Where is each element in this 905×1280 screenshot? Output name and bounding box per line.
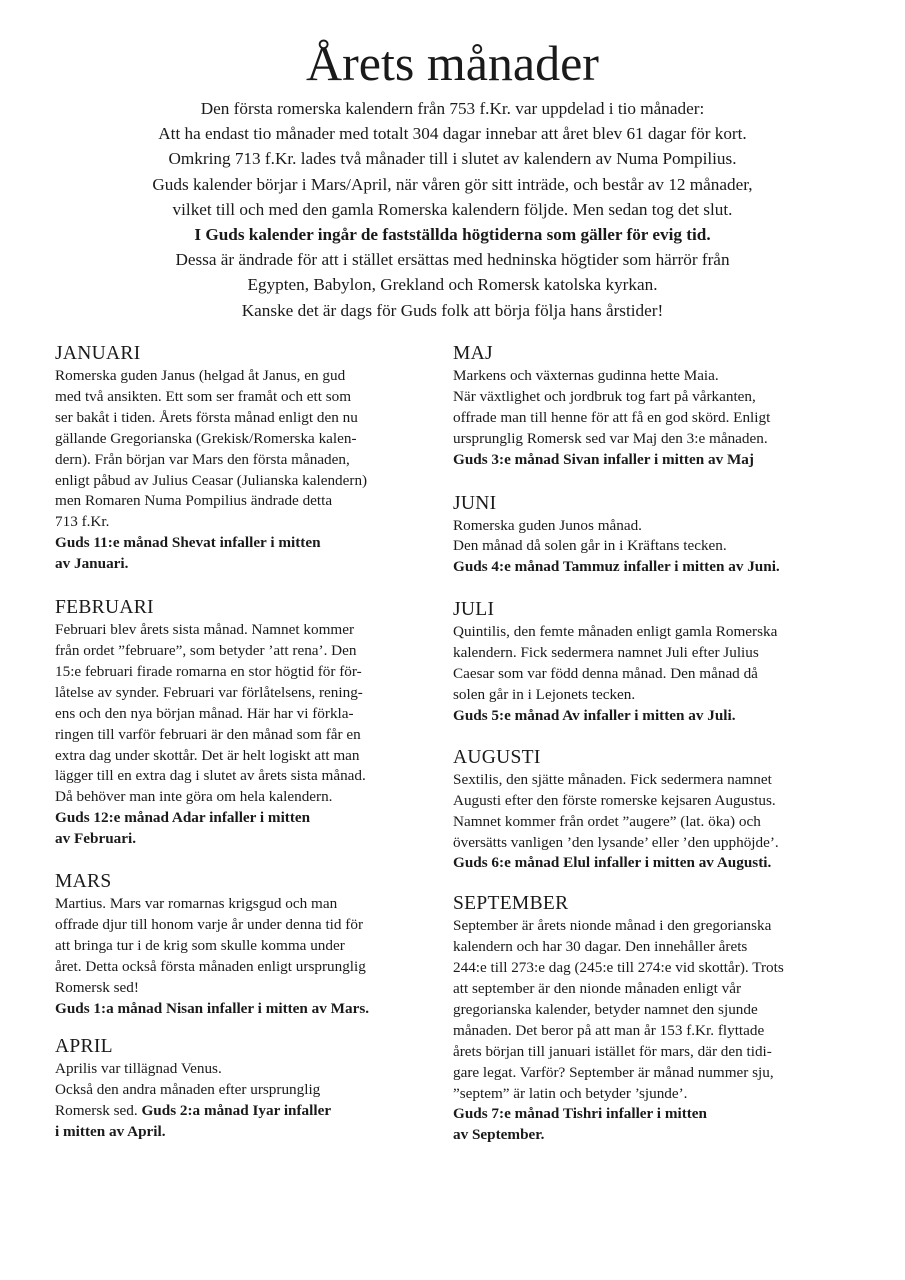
bold-text: Guds 4:e månad Tammuz infaller i mitten av Juni.: [453, 558, 780, 576]
text-line: [453, 622, 853, 643]
text-line: [453, 706, 853, 727]
month-heading: MAJ: [453, 343, 493, 364]
body-text: Augusti efter den förste romerske kejsaren Augustus.: [453, 791, 776, 809]
text-line: [55, 725, 435, 746]
body-text: Romerska guden Junos månad.: [453, 516, 642, 534]
month-text: [453, 622, 853, 727]
bold-text: Guds 2:a månad Iyar infaller: [141, 1102, 332, 1120]
month-section-mars: [55, 870, 435, 1019]
month-section-april: [55, 1035, 435, 1143]
intro-line: vilket till och med den gamla Romerska kalendern följde. Men sedan tog det slut.: [172, 199, 733, 219]
month-heading: JUNI: [453, 492, 497, 514]
text-line: [55, 787, 435, 808]
body-text: ser bakåt i tiden. Årets första månad enligt den nu: [55, 408, 358, 426]
month-heading: SEPTEMBER: [453, 893, 569, 915]
text-line: [453, 1042, 853, 1063]
bold-text: Guds 12:e månad Adar infaller i mitten: [55, 809, 311, 827]
text-line: [55, 1059, 435, 1080]
body-text: När växtlighet och jordbruk tog fart på vårkanten,: [453, 387, 756, 405]
text-line: [453, 853, 853, 874]
text-line: [453, 643, 853, 664]
body-text: 713 f.Kr.: [55, 513, 110, 531]
body-text: ringen till varför februari är den månad som får en: [55, 725, 361, 743]
bold-text: av September.: [453, 1126, 545, 1144]
text-line: [55, 429, 435, 450]
body-text: gregorianska kalender, betyder namnet den sjunde: [453, 1000, 758, 1018]
body-text: Caesar som var född denna månad. Den månad då: [453, 665, 758, 683]
body-text: men Romaren Numa Pompilius ändrade detta: [55, 492, 333, 510]
body-text: gare legat. Varför? September är månad nummer sju,: [453, 1063, 774, 1081]
text-line: [453, 536, 853, 557]
intro-line: I Guds kalender ingår de fastställda högtiderna som gäller för evig tid.: [194, 225, 711, 245]
text-line: [453, 516, 853, 537]
text-line: [55, 915, 435, 936]
text-line: [453, 408, 853, 429]
body-text: 244:e till 273:e dag (245:e till 274:e vid skottår). Trots: [453, 959, 784, 977]
text-line: [55, 471, 435, 492]
text-line: [55, 491, 435, 512]
month-text: [55, 894, 435, 1019]
bold-text: Guds 3:e månad Sivan infaller i mitten av Maj: [453, 450, 754, 468]
month-text: [55, 620, 435, 850]
text-line: [55, 766, 435, 787]
intro-paragraph: [20, 96, 885, 323]
body-text: låtelse av synder. Februari var förlåtelsens, rening-: [55, 683, 363, 701]
body-text: Romersk sed!: [55, 978, 139, 996]
month-text: [453, 516, 853, 579]
bold-text: Guds 1:a månad Nisan infaller i mitten av Mars.: [55, 999, 370, 1017]
text-line: [55, 808, 435, 829]
text-line: [453, 958, 853, 979]
body-text: Namnet kommer från ordet ”augere” (lat. öka) och: [453, 812, 761, 830]
month-text: [453, 770, 853, 875]
text-line: [453, 1063, 853, 1084]
month-section-augusti: [453, 746, 853, 875]
intro-line: Kanske det är dags för Guds folk att börja följa hans årstider!: [241, 300, 664, 320]
intro-line: Egypten, Babylon, Grekland och Romersk katolska kyrkan.: [247, 275, 658, 295]
body-text: att september är den nionde månaden enligt vår: [453, 980, 742, 998]
bold-text: Guds 6:e månad Elul infaller i mitten av Augusti.: [453, 854, 772, 872]
text-line: [55, 1122, 435, 1143]
body-text: Quintilis, den femte månaden enligt gamla Romerska: [453, 623, 778, 641]
body-text: översätts vanligen ’den lysande’ eller ’den upphöjde’.: [453, 833, 779, 851]
text-line: [453, 450, 853, 471]
body-text: gällande Gregorianska (Grekisk/Romerska kalen-: [55, 429, 357, 447]
body-text: ursprunglig Romersk sed var Maj den 3:e månaden.: [453, 429, 768, 447]
text-line: [55, 366, 435, 387]
text-line: [55, 683, 435, 704]
month-text: [453, 916, 853, 1146]
month-section-maj: [453, 342, 853, 471]
text-line: [55, 554, 435, 575]
month-section-juli: [453, 598, 853, 727]
text-line: [453, 979, 853, 1000]
text-line: [453, 685, 853, 706]
month-heading: AUGUSTI: [453, 746, 541, 768]
month-section-februari: [55, 596, 435, 850]
bold-text: Guds 11:e månad Shevat infaller i mitten: [55, 534, 321, 552]
month-text: [55, 366, 435, 575]
bold-text: av Februari.: [55, 830, 136, 848]
body-text: Romerska guden Janus (helgad åt Janus, en gud: [55, 367, 346, 384]
month-text: [55, 1059, 435, 1143]
right-column: [453, 342, 853, 1146]
body-text: offrade man till henne för att få en god skörd. Enligt: [453, 408, 771, 426]
text-line: [55, 1101, 435, 1122]
text-line: [453, 1084, 853, 1105]
text-line: [453, 1021, 853, 1042]
bold-text: Guds 5:e månad Av infaller i mitten av Juli.: [453, 706, 736, 724]
body-text: ”septem” är latin och betyder ’sjunde’.: [453, 1084, 688, 1102]
body-text: extra dag under skottår. Det är helt logiskt att man: [55, 746, 360, 764]
body-text: med två ansikten. Ett som ser framåt och ett som: [55, 387, 352, 405]
text-line: [55, 641, 435, 662]
text-line: [55, 829, 435, 850]
bold-text: Guds 7:e månad Tishri infaller i mitten: [453, 1105, 707, 1123]
text-line: [453, 791, 853, 812]
text-line: [55, 533, 435, 554]
text-line: [453, 812, 853, 833]
text-line: [453, 1125, 853, 1146]
body-text: September är årets nionde månad i den gregorianska: [453, 917, 772, 935]
text-line: [55, 450, 435, 471]
body-text: 15:e februari firade romarna en stor högtid för för-: [55, 662, 362, 680]
body-text: att bringa tur i de krig som skulle komma under: [55, 936, 345, 954]
intro-line: Omkring 713 f.Kr. lades två månader till i slutet av kalendern av Numa Pompilius.: [168, 149, 737, 169]
text-line: [453, 429, 853, 450]
month-heading: FEBRUARI: [55, 597, 154, 619]
body-text: Då behöver man inte göra om hela kalendern.: [55, 788, 333, 806]
left-column: [55, 342, 435, 1143]
body-text: kalendern. Fick sedermera namnet Juli efter Julius: [453, 644, 759, 662]
text-line: [453, 664, 853, 685]
text-line: [453, 833, 853, 854]
month-text: [453, 366, 853, 471]
month-section-juni: [453, 492, 853, 579]
body-text: Markens och växternas gudinna hette Maia.: [453, 367, 719, 384]
body-text: lägger till en extra dag i slutet av årets sista månad.: [55, 767, 366, 785]
text-line: [55, 387, 435, 408]
text-line: [55, 978, 435, 999]
text-line: [453, 1104, 853, 1125]
month-heading: JANUARI: [55, 343, 141, 364]
text-line: [55, 999, 435, 1020]
body-text: offrade djur till honom varje år under denna tid för: [55, 915, 364, 933]
month-heading: JULI: [453, 599, 495, 621]
bold-text: i mitten av April.: [55, 1123, 166, 1141]
body-text: månaden. Det beror på att man år 153 f.Kr. flyttade: [453, 1021, 765, 1039]
body-text: året. Detta också första månaden enligt ursprunglig: [55, 957, 366, 975]
body-text: kalendern och har 30 dagar. Den innehåller årets: [453, 938, 748, 956]
month-heading: MARS: [55, 871, 112, 893]
text-line: [55, 704, 435, 725]
text-line: [453, 937, 853, 958]
text-line: [55, 894, 435, 915]
text-line: [55, 746, 435, 767]
text-line: [55, 1080, 435, 1101]
intro-line: Den första romerska kalendern från 753 f.Kr. var uppdelad i tio månader:: [200, 99, 705, 118]
body-text: årets början till januari istället för mars, där den tidi-: [453, 1042, 772, 1060]
text-line: [453, 387, 853, 408]
text-line: [453, 916, 853, 937]
body-text: Romersk sed.: [55, 1102, 142, 1120]
month-section-september: [453, 892, 853, 1146]
body-text: Aprilis var tillägnad Venus.: [55, 1060, 222, 1078]
body-text: Den månad då solen går in i Kräftans tecken.: [453, 537, 727, 555]
page-title: Årets månader: [306, 35, 599, 91]
intro-line: Dessa är ändrade för att i stället ersättas med hedninska högtider som härrör från: [175, 250, 730, 270]
body-text: ens och den nya början månad. Här har vi förkla-: [55, 704, 354, 722]
text-line: [55, 936, 435, 957]
body-text: från ordet ”februare”, som betyder ’att rena’. Den: [55, 641, 357, 659]
body-text: Också den andra månaden efter ursprunglig: [55, 1081, 321, 1099]
intro-line: Att ha endast tio månader med totalt 304 dagar innebar att året blev 61 dagar för kort.: [158, 124, 747, 144]
body-text: dern). Från början var Mars den första månaden,: [55, 450, 350, 468]
text-line: [55, 512, 435, 533]
body-text: Martius. Mars var romarnas krigsgud och man: [55, 895, 338, 913]
text-line: [453, 770, 853, 791]
text-line: [453, 557, 853, 578]
text-line: [453, 366, 853, 387]
text-line: [55, 620, 435, 641]
text-line: [453, 1000, 853, 1021]
text-line: [55, 662, 435, 683]
body-text: Februari blev årets sista månad. Namnet kommer: [55, 621, 355, 639]
body-text: Sextilis, den sjätte månaden. Fick sedermera namnet: [453, 770, 772, 788]
intro-line: Guds kalender börjar i Mars/April, när våren gör sitt inträde, och består av 12 månader,: [152, 174, 753, 194]
body-text: enligt påbud av Julius Ceasar (Julianska kalendern): [55, 471, 368, 489]
text-line: [55, 957, 435, 978]
body-text: solen går in i Lejonets tecken.: [453, 685, 636, 703]
text-line: [55, 408, 435, 429]
bold-text: av Januari.: [55, 555, 129, 573]
month-heading: APRIL: [55, 1036, 113, 1058]
month-section-januari: [55, 342, 435, 575]
